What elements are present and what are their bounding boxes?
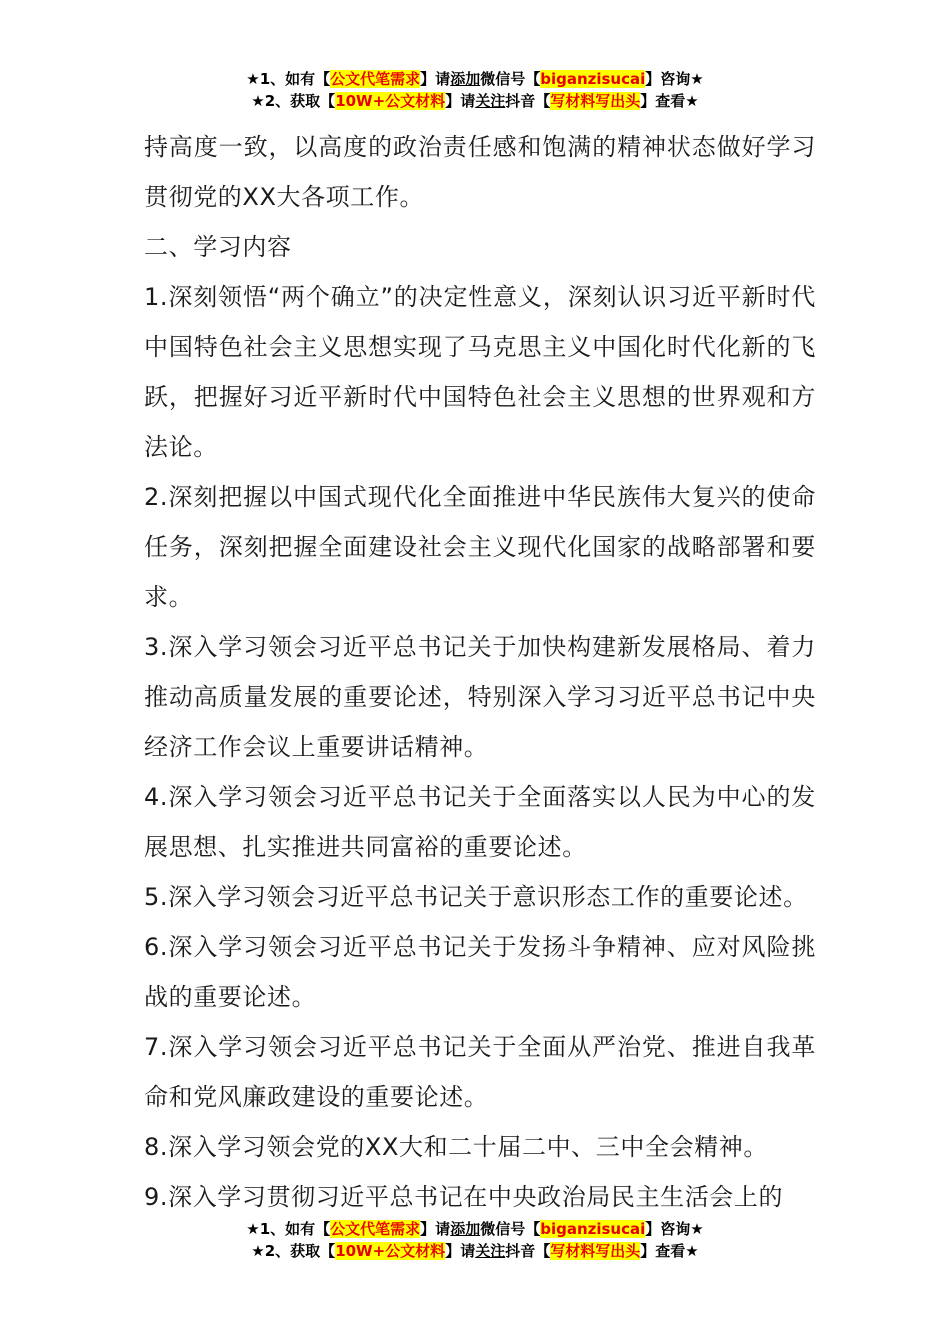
paragraph: 6.深入学习领会习近平总书记关于发扬斗争精神、应对风险挑战的重要论述。 xyxy=(144,933,816,1011)
highlight-service: 公文代笔需求 xyxy=(330,1220,421,1238)
document-body xyxy=(144,122,816,1222)
banner-line-2: ★2、获取【10W+公文材料】请关注抖音【写材料写出头】查看★ xyxy=(251,1242,699,1260)
paragraph: 1.深刻领悟“两个确立”的决定性意义，深刻认识习近平新时代中国特色社会主义思想实现了马克思主义中国化时代化新的飞跃，把握好习近平新时代中国特色社会主义思想的世界观和方法论。 xyxy=(144,283,816,461)
paragraph: 4.深入学习领会习近平总书记关于全面落实以人民为中心的发展思想、扎实推进共同富裕的重要论述。 xyxy=(144,783,816,861)
paragraph: 2.深刻把握以中国式现代化全面推进中华民族伟大复兴的使命任务，深刻把握全面建设社会主义现代化国家的战略部署和要求。 xyxy=(144,483,816,611)
highlight-service: 公文代笔需求 xyxy=(330,70,421,88)
highlight-materials: 10W+公文材料 xyxy=(335,92,446,110)
paragraph: 8.深入学习领会党的XX大和二十届二中、三中全会精神。 xyxy=(144,1133,768,1161)
paragraph: 9.深入学习贯彻习近平总书记在中央政治局民主生活会上的 xyxy=(144,1183,784,1211)
douyin-account[interactable]: 写材料写出头 xyxy=(550,92,641,110)
banner-line-1: ★1、如有【公文代笔需求】请添加微信号【biganzisucai】咨询★ xyxy=(246,1220,704,1238)
paragraph: 3.深入学习领会习近平总书记关于加快构建新发展格局、着力推动高质量发展的重要论述，特别深入学习习近平总书记中央经济工作会议上重要讲话精神。 xyxy=(144,633,816,761)
paragraph: 5.深入学习领会习近平总书记关于意识形态工作的重要论述。 xyxy=(144,883,808,911)
section-heading: 二、学习内容 xyxy=(144,233,292,261)
paragraph: 持高度一致，以高度的政治责任感和饱满的精神状态做好学习贯彻党的XX大各项工作。 xyxy=(144,133,816,211)
douyin-account[interactable]: 写材料写出头 xyxy=(550,1242,641,1260)
wechat-id[interactable]: biganzisucai xyxy=(540,1220,646,1238)
bottom-banner xyxy=(0,1218,950,1262)
paragraph: 7.深入学习领会习近平总书记关于全面从严治党、推进自我革命和党风廉政建设的重要论述。 xyxy=(144,1033,816,1111)
top-banner xyxy=(0,68,950,112)
highlight-materials: 10W+公文材料 xyxy=(335,1242,446,1260)
banner-line-1: ★1、如有【公文代笔需求】请添加微信号【biganzisucai】咨询★ xyxy=(246,70,704,88)
wechat-id[interactable]: biganzisucai xyxy=(540,70,646,88)
banner-line-2: ★2、获取【10W+公文材料】请关注抖音【写材料写出头】查看★ xyxy=(251,92,699,110)
